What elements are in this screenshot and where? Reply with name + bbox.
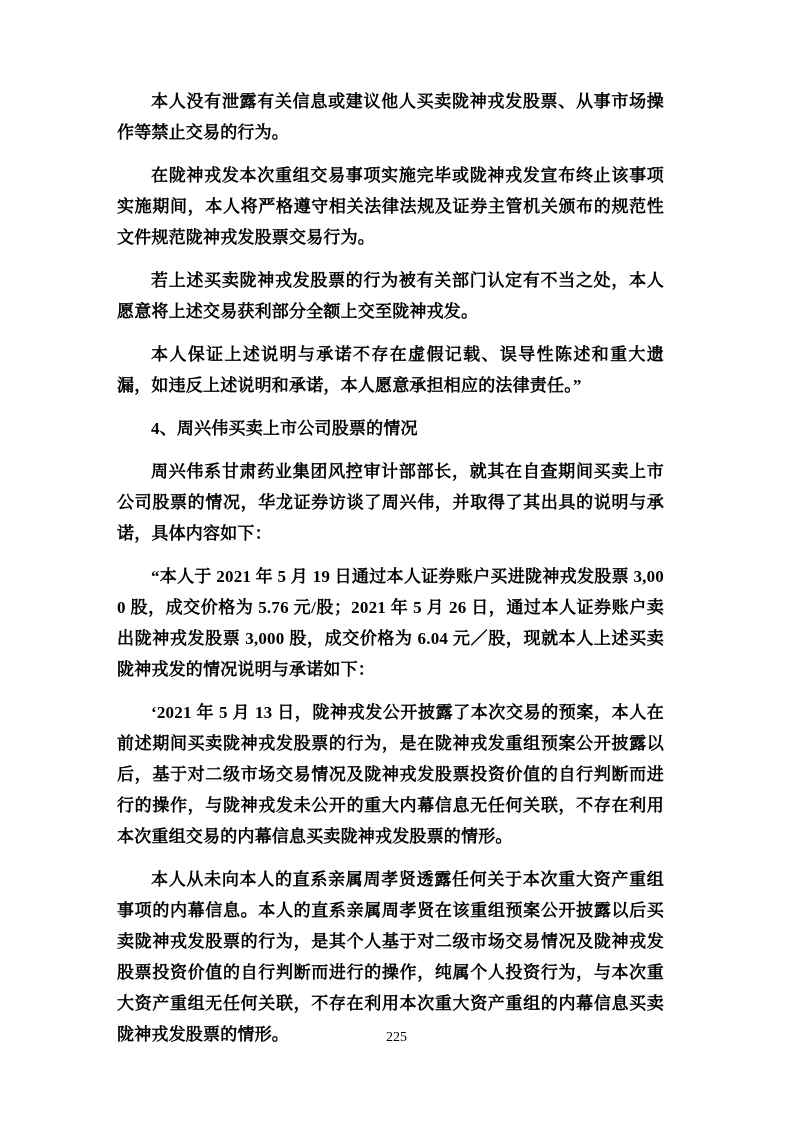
paragraph: “本人于 2021 年 5 月 19 日通过本人证券账户买进陇神戎发股票 3,000 股，成交价格为 5.76 元/股；2021 年 5 月 26 日，通过本人证券账户卖出陇神戎发股票 3,000 股，成交价格为 6.04 元／股，现就本人上述买卖陇神戎发的情况说明与承诺如下： [117, 567, 664, 679]
paragraph: ‘2021 年 5 月 13 日，陇神戎发公开披露了本次交易的预案，本人在前述期间买卖陇神戎发股票的行为，是在陇神戎发重组预案公开披露以后，基于对二级市场交易情况及陇神戎发股票投资价值的自行判断而进行的操作，与陇神戎发未公开的重大内幕信息无任何关联，不存在利用本次重组交易的内幕信息买卖陇神戎发股票的情形。 [117, 703, 664, 846]
paragraph: 周兴伟系甘肃药业集团风控审计部部长，就其在自查期间买卖上市公司股票的情况，华龙证券访谈了周兴伟，并取得了其出具的说明与承诺，具体内容如下： [117, 462, 664, 543]
document-body [117, 86, 664, 1062]
paragraph: 在陇神戎发本次重组交易事项实施完毕或陇神戎发宣布终止该事项实施期间，本人将严格遵守相关法律法规及证券主管机关颁布的规范性文件规范陇神戎发股票交易行为。 [117, 166, 664, 247]
page-footer [0, 1028, 793, 1046]
page-number: 225 [386, 1030, 407, 1045]
paragraph: 本人从未向本人的直系亲属周孝贤透露任何关于本次重大资产重组事项的内幕信息。本人的直系亲属周孝贤在该重组预案公开披露以后买卖陇神戎发股票的行为，是其个人基于对二级市场交易情况及陇神戎发股票投资价值的自行判断而进行的操作，纯属个人投资行为，与本次重大资产重组无任何关联，不存在利用本次重大资产重组的内幕信息买卖陇神戎发股票的情形。 [117, 870, 664, 1044]
paragraph: 若上述买卖陇神戎发股票的行为被有关部门认定有不当之处，本人愿意将上述交易获利部分全额上交至陇神戎发。 [117, 271, 664, 321]
paragraph: 本人保证上述说明与承诺不存在虚假记载、误导性陈述和重大遗漏，如违反上述说明和承诺，本人愿意承担相应的法律责任。” [117, 345, 664, 395]
section-heading: 4、周兴伟买卖上市公司股票的情况 [151, 419, 418, 438]
paragraph: 本人没有泄露有关信息或建议他人买卖陇神戎发股票、从事市场操作等禁止交易的行为。 [117, 92, 664, 142]
